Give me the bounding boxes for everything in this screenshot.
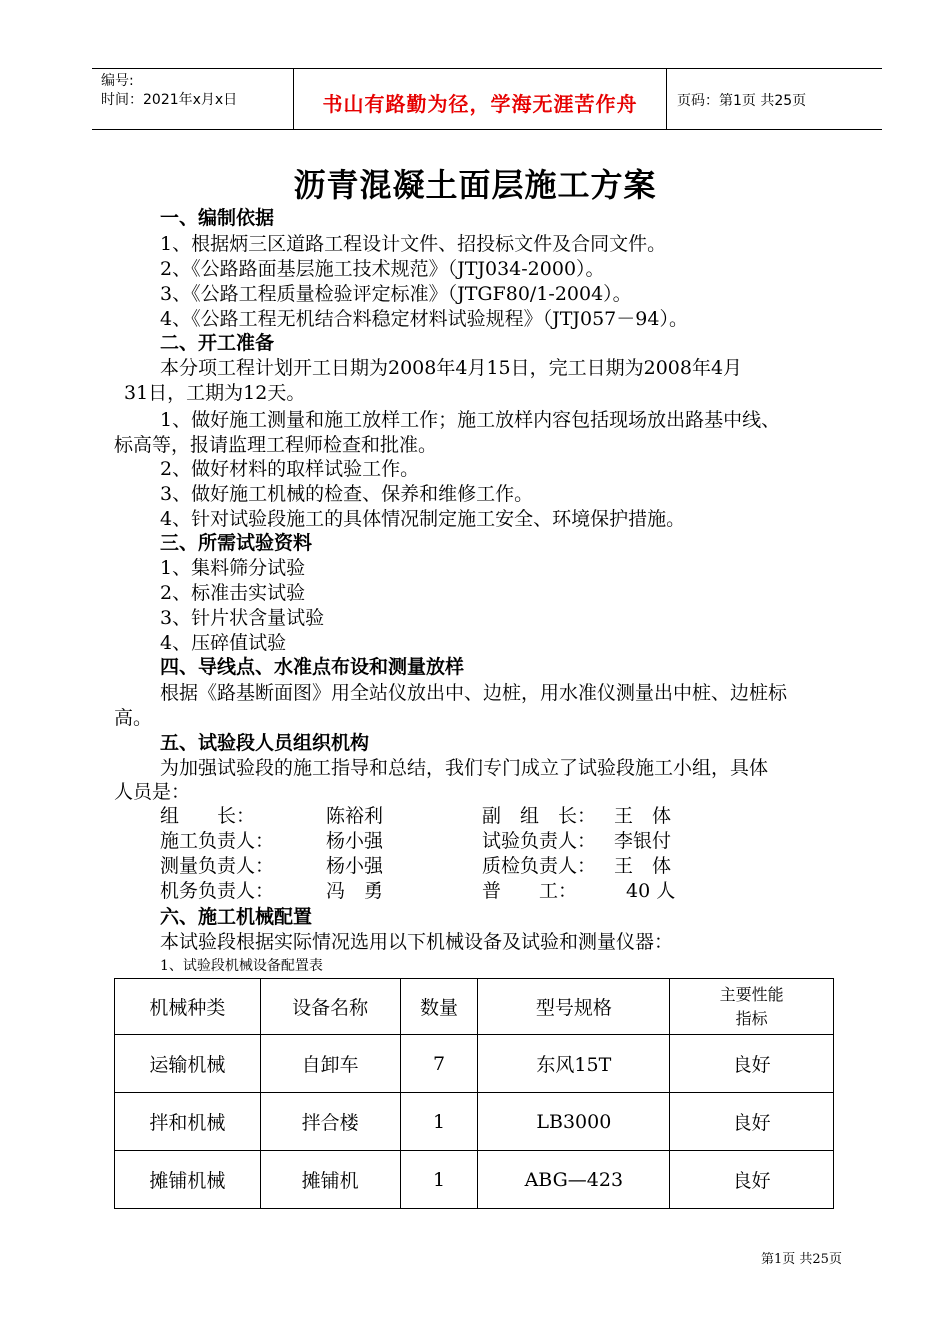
- section-heading: 三、所需试验资料: [160, 532, 313, 554]
- list-item: 3、《公路工程质量检验评定标准》（JTGF80/1-2004）。: [160, 283, 632, 305]
- staff-name: 王 体: [614, 805, 672, 827]
- paragraph-line: 3、做好施工机械的检查、保养和维修工作。: [160, 483, 534, 505]
- table-row: [115, 1035, 834, 1093]
- table-cell: 7: [400, 1035, 478, 1093]
- staff-name: 杨小强: [326, 830, 384, 852]
- table-cell: 自卸车: [260, 1035, 400, 1093]
- header-page-cell: [667, 69, 882, 129]
- staff-name: 李银付: [614, 830, 672, 852]
- staff-role: 施工负责人：: [160, 830, 275, 852]
- list-item: 1、根据炳三区道路工程设计文件、招投标文件及合同文件。: [160, 233, 667, 255]
- table-cell: 拌合楼: [260, 1093, 400, 1151]
- staff-role: 机务负责人：: [160, 880, 275, 902]
- staff-role: 组 长：: [160, 805, 256, 827]
- table-header-cell: 设备名称: [260, 979, 400, 1035]
- paragraph-line: 人员是：: [114, 781, 191, 803]
- staff-role: 测量负责人：: [160, 855, 275, 877]
- section-heading: 一、编制依据: [160, 207, 275, 229]
- page-footer: 第1页 共25页: [761, 1252, 842, 1267]
- paragraph-line: 标高等，报请监理工程师检查和批准。: [114, 434, 438, 456]
- equipment-table: [114, 978, 834, 1209]
- table-cell: 良好: [670, 1151, 834, 1209]
- table-caption: 1、试验段机械设备配置表: [160, 958, 323, 974]
- table-cell: 运输机械: [115, 1035, 261, 1093]
- list-item: 2、标准击实试验: [160, 582, 306, 604]
- staff-name: 冯 勇: [326, 880, 384, 902]
- table-cell: 1: [400, 1151, 478, 1209]
- table-cell: 东风15T: [478, 1035, 670, 1093]
- table-header-cell: 型号规格: [478, 979, 670, 1035]
- table-cell: LB3000: [478, 1093, 670, 1151]
- staff-role: 试验负责人：: [482, 830, 597, 852]
- paragraph-line: 高。: [114, 707, 153, 729]
- time-label: 时间：2021年x月x日: [101, 92, 238, 108]
- section-heading: 六、施工机械配置: [160, 906, 313, 928]
- paragraph-line: 1、做好施工测量和施工放样工作；施工放样内容包括现场放出路基中线、: [160, 409, 781, 431]
- table-cell: 拌和机械: [115, 1093, 261, 1151]
- staff-name: 王 体: [614, 855, 672, 877]
- staff-role: 普 工：: [482, 880, 578, 902]
- paragraph-line: 本分项工程计划开工日期为2008年4月15日，完工日期为2008年4月: [160, 357, 743, 379]
- list-item: 4、《公路工程无机结合料稳定材料试验规程》（JTJ057－94）。: [160, 308, 688, 330]
- header-line: 指标: [735, 1008, 768, 1028]
- table-row: [115, 1151, 834, 1209]
- table-cell: 良好: [670, 1093, 834, 1151]
- staff-name: 40 人: [626, 880, 676, 902]
- list-item: 2、《公路路面基层施工技术规范》（JTJ034-2000）。: [160, 258, 605, 280]
- staff-role: 副 组 长：: [482, 805, 597, 827]
- staff-role: 质检负责人：: [482, 855, 597, 877]
- section-heading: 四、导线点、水准点布设和测量放样: [160, 656, 465, 678]
- paragraph-line: 为加强试验段的施工指导和总结，我们专门成立了试验段施工小组，具体: [160, 757, 769, 779]
- header-motto-cell: [294, 69, 667, 129]
- table-cell: 1: [400, 1093, 478, 1151]
- section-heading: 二、开工准备: [160, 332, 275, 354]
- section-heading: 五、试验段人员组织机构: [160, 732, 370, 754]
- table-header-cell: 数量: [400, 979, 478, 1035]
- code-label: 编号:: [101, 73, 134, 89]
- table-header-row: [115, 979, 834, 1035]
- table-header-cell: 机械种类: [115, 979, 261, 1035]
- staff-name: 陈裕利: [326, 805, 384, 827]
- motto: 书山有路勤为径，学海无涯苦作舟: [322, 92, 638, 116]
- staff-name: 杨小强: [326, 855, 384, 877]
- page-label: 页码：第1页 共25页: [677, 93, 807, 109]
- paragraph-line: 4、针对试验段施工的具体情况制定施工安全、环境保护措施。: [160, 508, 686, 530]
- table-cell: ABG—423: [478, 1151, 670, 1209]
- table-cell: 良好: [670, 1035, 834, 1093]
- paragraph-line: 2、做好材料的取样试验工作。: [160, 458, 420, 480]
- list-item: 3、针片状含量试验: [160, 607, 325, 629]
- table-cell: 摊铺机械: [115, 1151, 261, 1209]
- table-header-cell: [670, 979, 834, 1035]
- table-row: [115, 1093, 834, 1151]
- table-cell: 摊铺机: [260, 1151, 400, 1209]
- header-line: 主要性能: [719, 984, 784, 1004]
- paragraph-line: 根据《路基断面图》用全站仪放出中、边桩，用水准仪测量出中桩、边桩标: [160, 682, 788, 704]
- list-item: 4、压碎值试验: [160, 632, 287, 654]
- document-title: 沥青混凝土面层施工方案: [293, 166, 657, 204]
- list-item: 1、集料筛分试验: [160, 557, 306, 579]
- document-header: [92, 68, 882, 130]
- paragraph-line: 31日，工期为12天。: [124, 382, 306, 404]
- header-info-cell: [92, 69, 294, 129]
- paragraph-line: 本试验段根据实际情况选用以下机械设备及试验和测量仪器：: [160, 931, 674, 953]
